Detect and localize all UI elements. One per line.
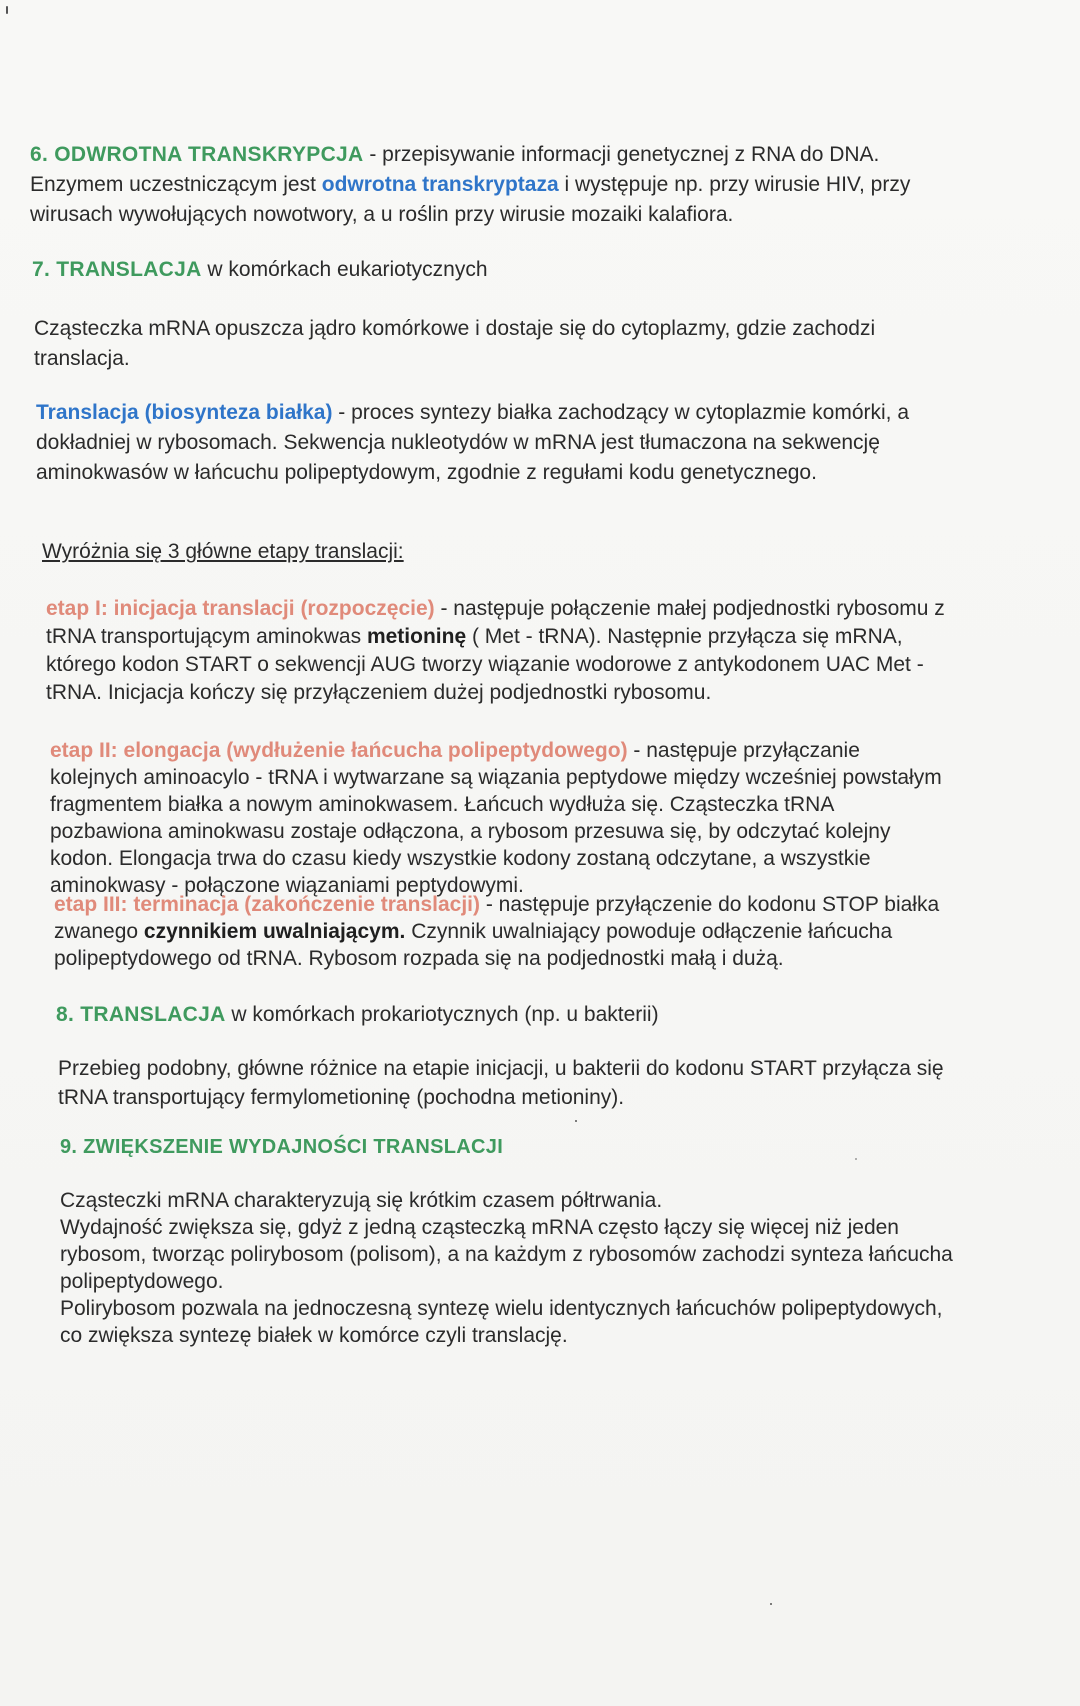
stage-3-text-b: Czynnik uwalniający powoduje odłączenie łańcucha polipeptydowego od tRNA. Rybosom rozpada się na podjednostki małą i dużą. [54, 920, 893, 970]
section-8-heading: 8. TRANSLACJA [56, 1003, 226, 1026]
section-8-text: Przebieg podobny, główne różnice na etapie inicjacji, u bakterii do kodonu START przyłącza się tRNA transportujący fermylometioninę (pochodna metioniny). [58, 1057, 944, 1109]
section-6-heading: 6. ODWROTNA TRANSKRYPCJA [30, 143, 364, 166]
section-9-line-3: Polirybosom pozwala na jednoczesną syntezę wielu identycznych łańcuchów polipeptydowych, co zwiększa syntezę białek w komórce czyli translację. [60, 1297, 943, 1347]
stage-3-bold-term: czynnikiem uwalniającym. [143, 920, 406, 943]
scan-speck [855, 1158, 857, 1160]
section-9-line-2: Wydajność zwiększa się, gdyż z jedną cząsteczką mRNA często łączy się więcej niż jeden rybosom, tworząc polirybosom (polisom), a na każdym z rybosomów zachodzi synteza łańcucha polipeptydowego. [60, 1216, 953, 1293]
translation-definition [36, 398, 956, 488]
section-9-heading: 9. ZWIĘKSZENIE WYDAJNOŚCI TRANSLACJI [60, 1136, 504, 1158]
section-7-heading: 7. TRANSLACJA [32, 258, 202, 281]
stage-1-paragraph [46, 595, 946, 707]
section-9-paragraph [60, 1187, 960, 1349]
section-9-line-1: Cząsteczki mRNA charakteryzują się krótkim czasem półtrwania. [60, 1189, 663, 1212]
stage-3-label: etap III: terminacja (zakończenie translacji) [54, 893, 480, 916]
stage-3-text-a: - następuje przyłączenie do kodonu STOP białka zwanego [54, 893, 940, 943]
section-7-heading-rest: w komórkach eukariotycznych [201, 258, 488, 281]
scan-speck [770, 1603, 772, 1605]
section-6-text-2: i występuje np. przy wirusie HIV, przy wirusach wywołujących nowotwory, a u roślin przy wirusie mozaiki kalafiora. [30, 173, 911, 226]
stage-2-text: - następuje przyłączanie kolejnych aminoacylo - tRNA i wytwarzane są wiązania peptydowe między wcześniej powstałym fragmentem białka a nowym aminokwasem. Łańcuch wydłuża się. Cząsteczka tRNA pozbawiona aminokwasu zostaje odłączona, a rybosom przesuwa się, by odczytać kolejny kodon. Elongacja trwa do czasu kiedy wszystkie kodony zostaną odczytane, a wszystkie aminokwasy - połączone wiązaniami peptydowymi. [50, 739, 942, 897]
stage-2-label: etap II: elongacja (wydłużenie łańcucha polipeptydowego) [50, 739, 628, 762]
section-6-enzyme-term: odwrotna transkryptaza [321, 173, 559, 196]
stage-1-label: etap I: inicjacja translacji (rozpoczęcie) [46, 597, 435, 620]
section-6-text-1: przepisywanie informacji genetycznej z RNA do DNA. Enzymem uczestniczącym jest [30, 143, 880, 196]
section-8-heading-rest: w komórkach prokariotycznych (np. u bakterii) [225, 1003, 659, 1026]
section-6-separator: - [363, 143, 383, 166]
scan-speck [6, 6, 8, 14]
stage-3-paragraph [54, 891, 944, 972]
stage-1-text-a: - następuje połączenie małej podjednostki rybosomu z tRNA transportującym aminokwas [46, 597, 945, 648]
translation-definition-term: Translacja (biosynteza białka) [36, 401, 333, 424]
stage-2-paragraph [50, 737, 945, 899]
translation-definition-text: - proces syntezy białka zachodzący w cytoplazmie komórki, a dokładniej w rybosomach. Sekwencja nukleotydów w mRNA jest tłumaczona na sekwencję aminokwasów w łańcuchu polipeptydowym, zgodnie z regułami kodu genetycznego. [36, 401, 910, 484]
section-7-intro: Cząsteczka mRNA opuszcza jądro komórkowe i dostaje się do cytoplazmy, gdzie zachodzi translacja. [34, 317, 876, 370]
section-7-heading-line [32, 255, 952, 285]
scan-speck [575, 1120, 577, 1122]
stage-1-bold-term: metioninę [366, 625, 467, 648]
stages-title: Wyróżnia się 3 główne etapy translacji: [42, 540, 404, 563]
stage-1-text-b: ( Met - tRNA). Następnie przyłącza się mRNA, którego kodon START o sekwencji AUG tworzy wiązanie wodorowe z antykodonem UAC Met - tRNA. Inicjacja kończy się przyłączeniem dużej podjednostki rybosomu. [46, 625, 924, 704]
section-8-heading-line [56, 1000, 976, 1030]
section-6-paragraph [30, 140, 955, 230]
